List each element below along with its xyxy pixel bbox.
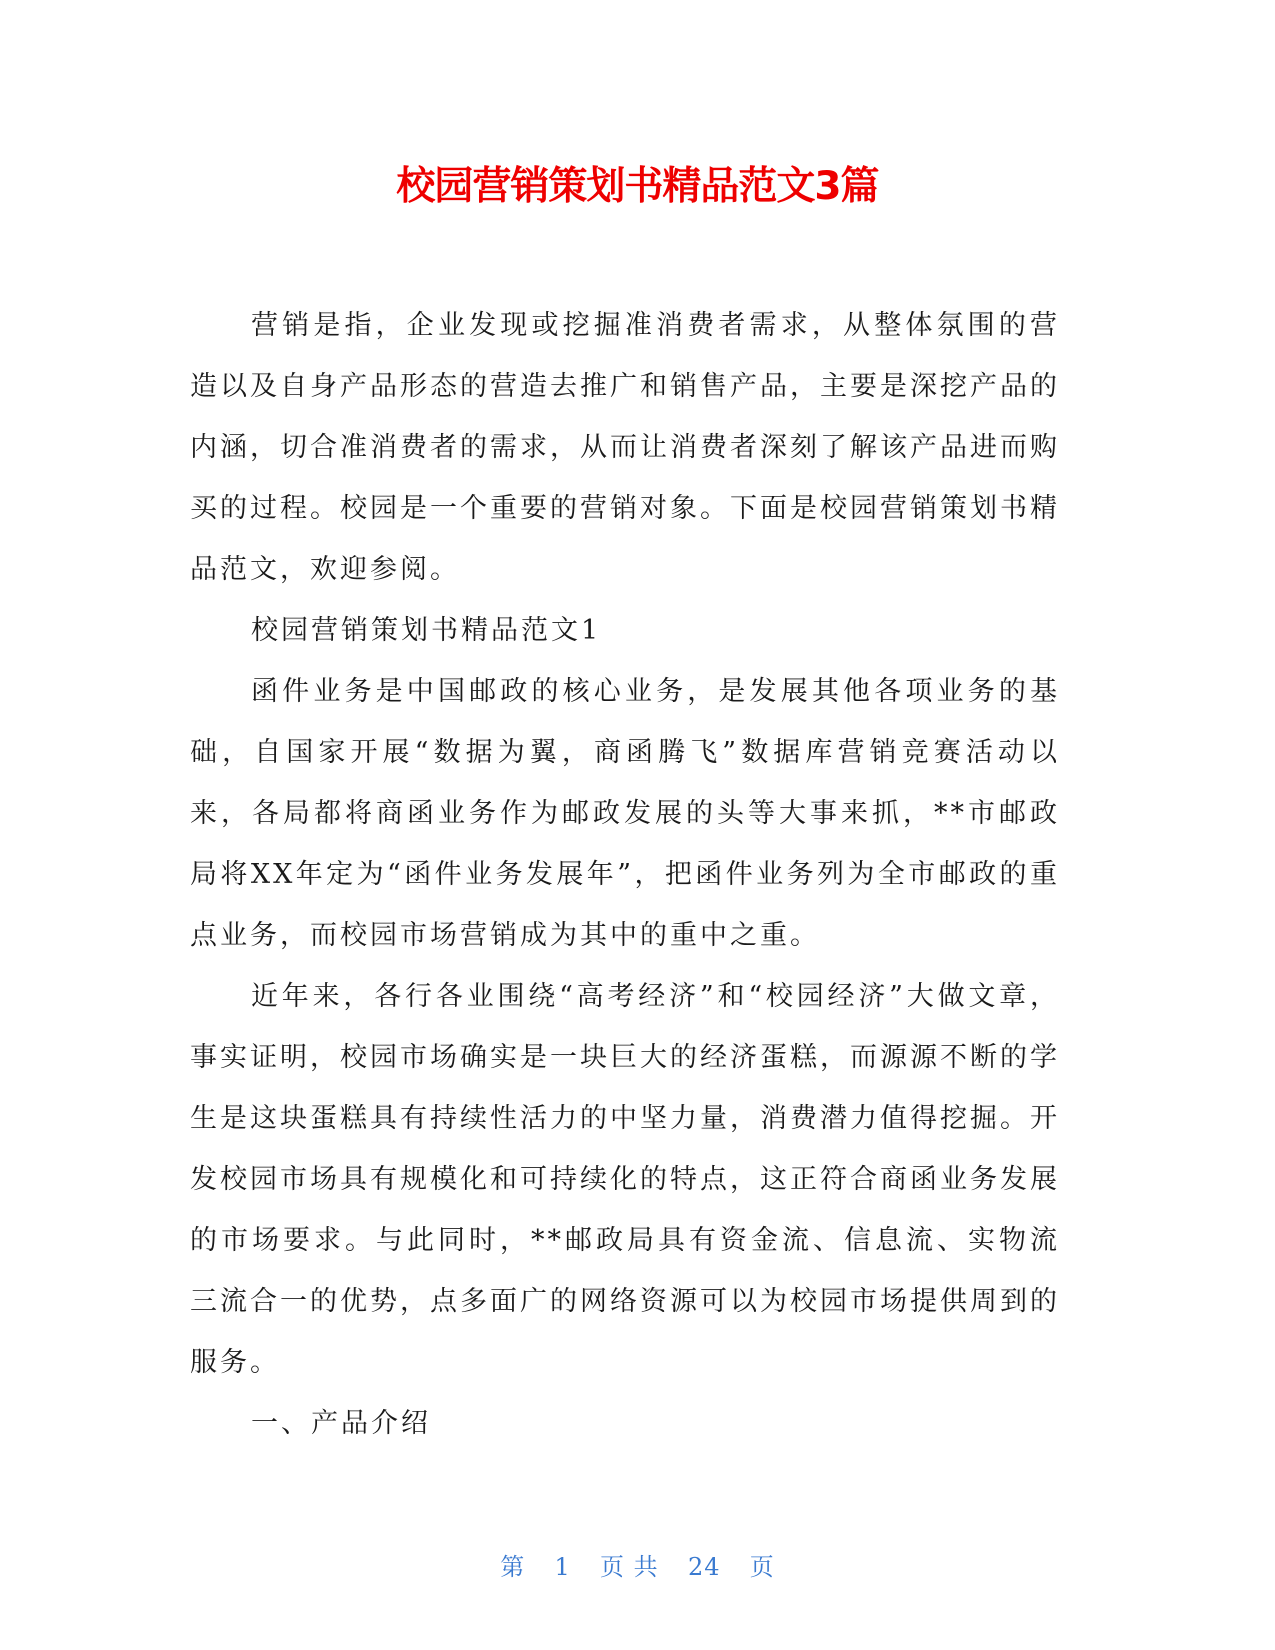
footer-prefix: 第 bbox=[500, 1553, 526, 1581]
document-title: 校园营销策划书精品范文3篇 bbox=[396, 164, 879, 209]
intro-paragraph: 营销是指，企业发现或挖掘准消费者需求，从整体氛围的营造以及自身产品形态的营造去推广和销售产品，主要是深挖产品的内涵，切合准消费者的需求，从而让消费者深刻了解该产品进而购买的过程。校园是一个重要的营销对象。下面是校园营销策划书精品范文，欢迎参阅。 bbox=[190, 310, 1060, 585]
section-heading: 校园营销策划书精品范文1 bbox=[251, 615, 602, 646]
page-footer bbox=[0, 1552, 1275, 1582]
footer-suffix: 页 bbox=[749, 1553, 775, 1581]
subsection-heading: 一、产品介绍 bbox=[251, 1408, 431, 1439]
body-paragraph-1: 函件业务是中国邮政的核心业务，是发展其他各项业务的基础，自国家开展“数据为翼，商函腾飞”数据库营销竞赛活动以来，各局都将商函业务作为邮政发展的头等大事来抓，**市邮政局将XX年定为“函件业务发展年”，把函件业务列为全市邮政的重点业务，而校园市场营销成为其中的重中之重。 bbox=[190, 676, 1060, 951]
footer-middle: 页 共 bbox=[600, 1553, 659, 1581]
body-paragraph-2: 近年来，各行各业围绕“高考经济”和“校园经济”大做文章，事实证明，校园市场确实是一块巨大的经济蛋糕，而源源不断的学生是这块蛋糕具有持续性活力的中坚力量，消费潜力值得挖掘。开发校园市场具有规模化和可持续化的特点，这正符合商函业务发展的市场要求。与此同时，**邮政局具有资金流、信息流、实物流三流合一的优势，点多面广的网络资源可以为校园市场提供周到的服务。 bbox=[190, 981, 1060, 1378]
footer-page-number: 1 bbox=[554, 1553, 571, 1581]
document-body bbox=[190, 295, 1060, 1454]
footer-total-pages: 24 bbox=[687, 1553, 721, 1581]
